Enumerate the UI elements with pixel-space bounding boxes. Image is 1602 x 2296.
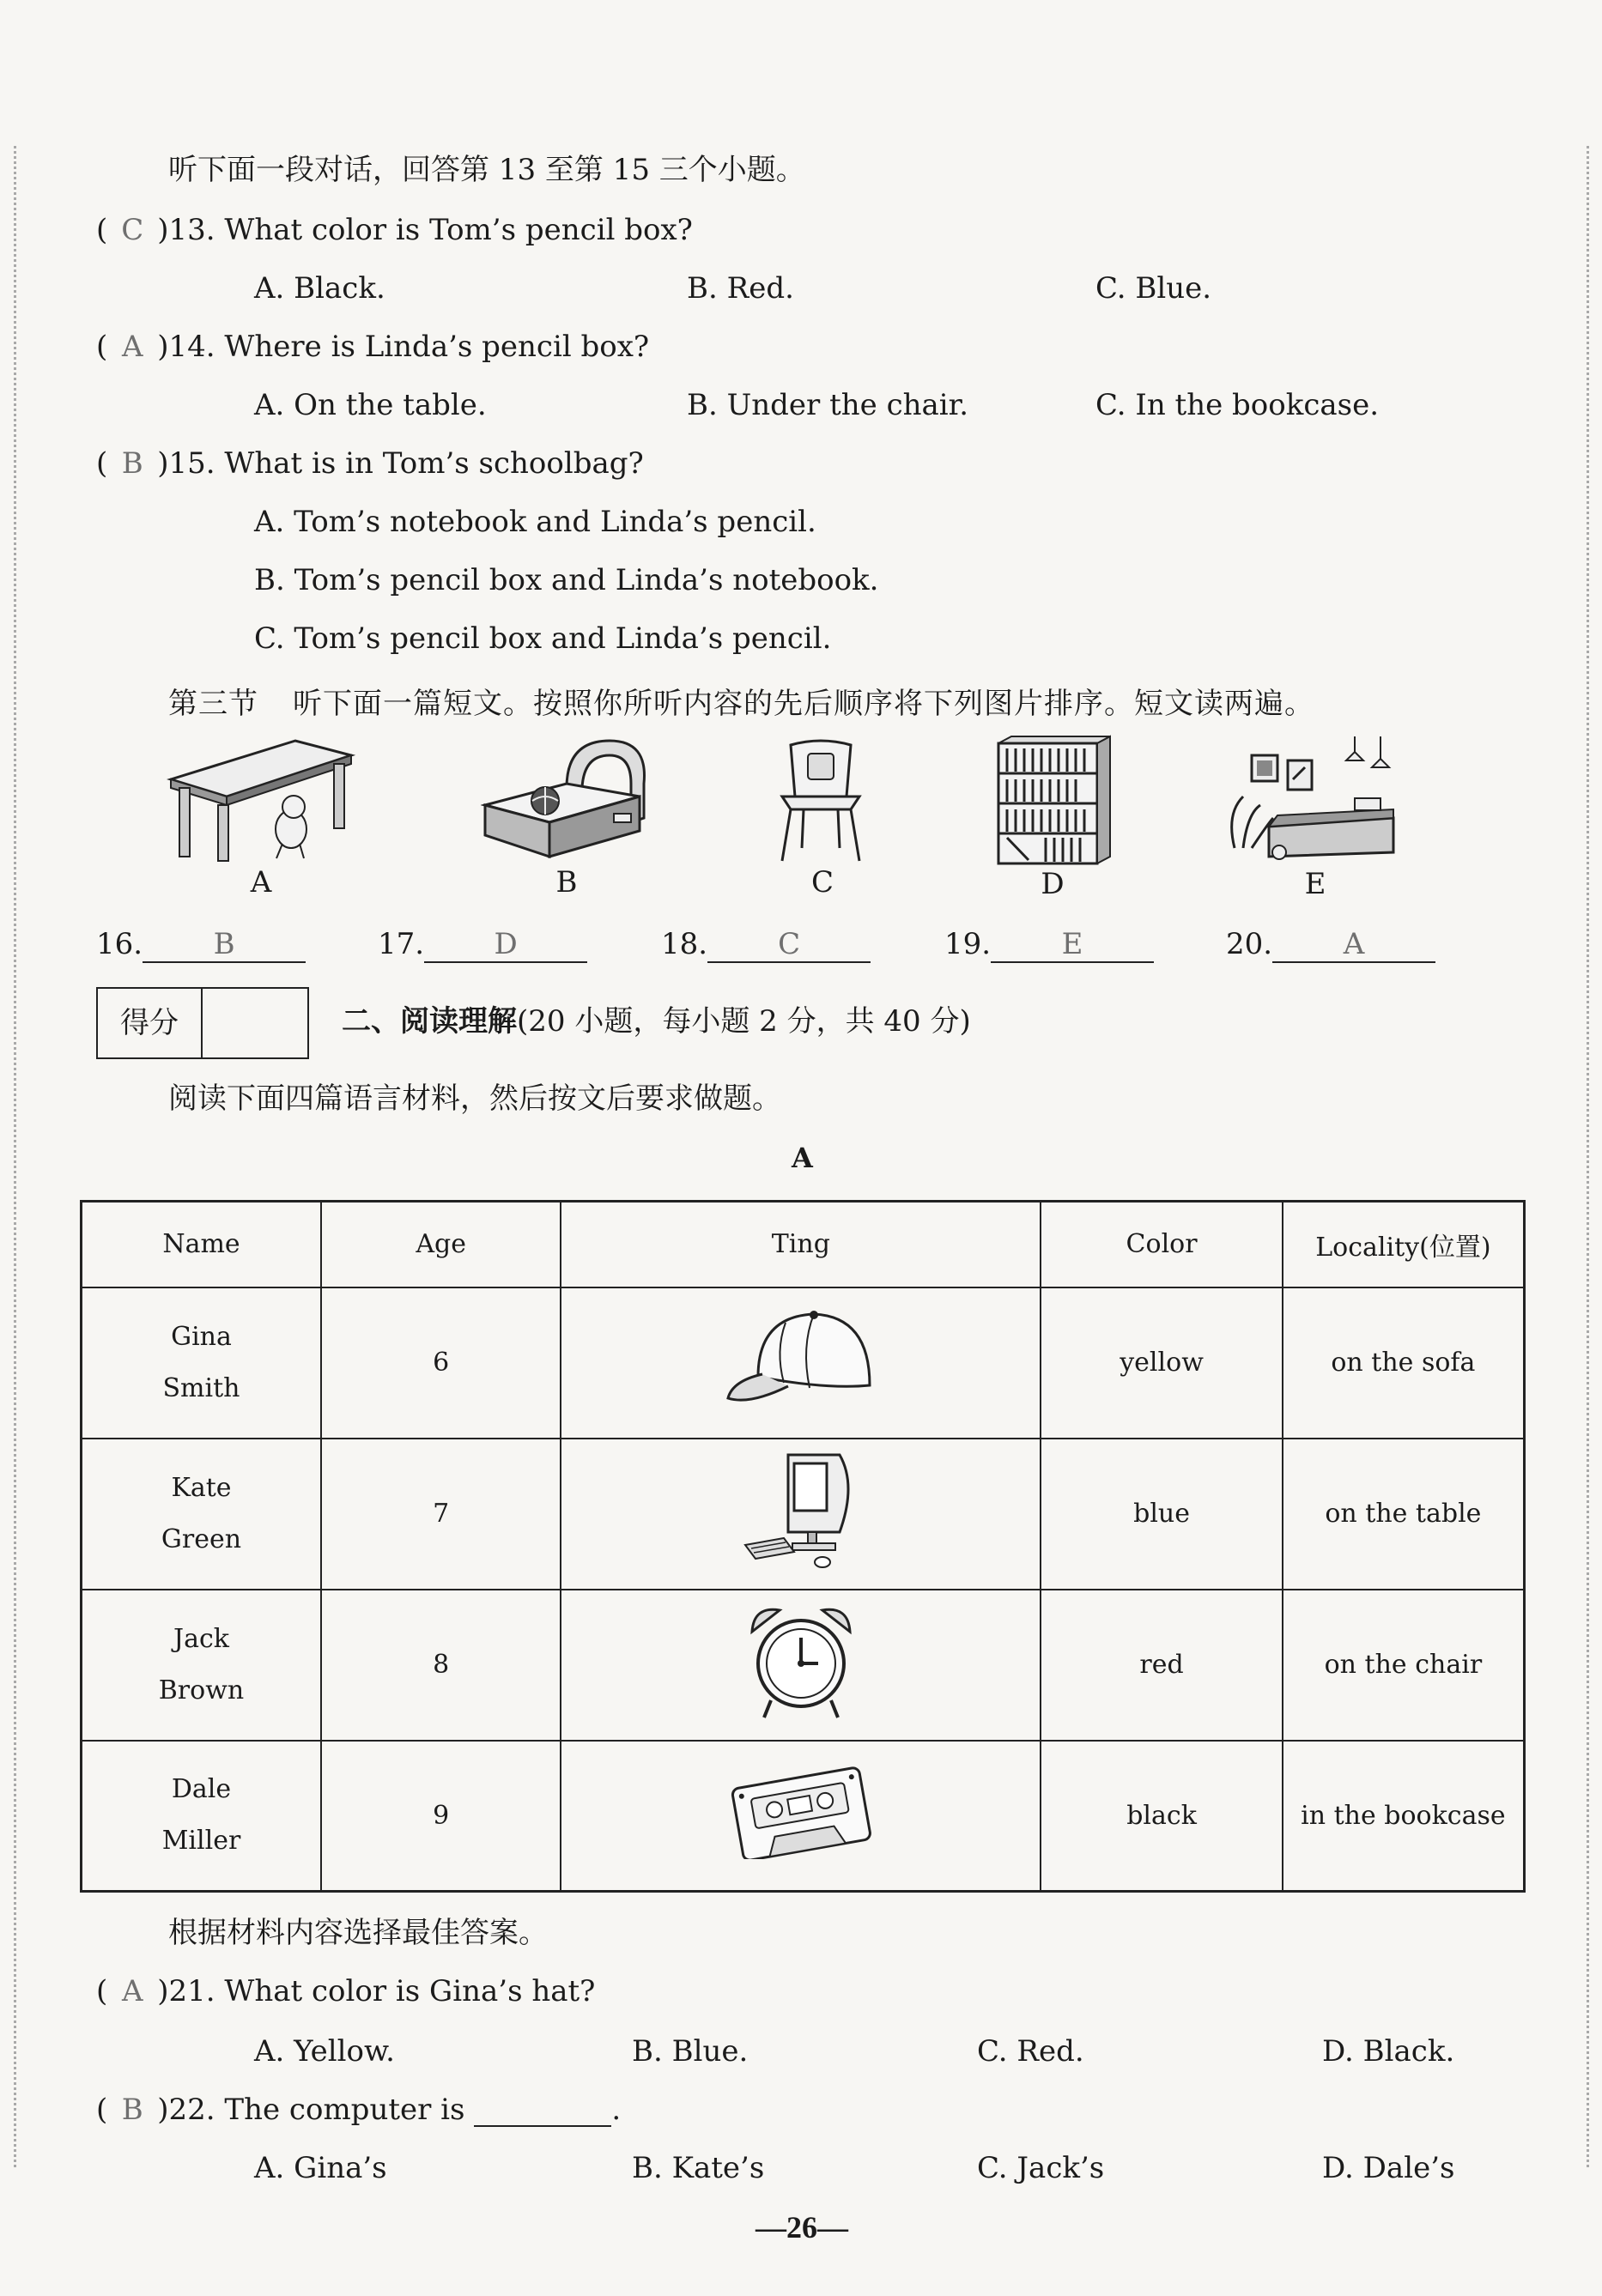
answer-17[interactable]: D [424,927,587,963]
header-color: Color [1041,1202,1282,1287]
color-cell: red [1041,1590,1282,1741]
question-14: ( A )14. Where is Linda’s pencil box? [96,330,650,364]
answer-21[interactable]: A [121,1974,143,2008]
option-13c: C. Blue. [1095,271,1212,306]
locality-cell: on the sofa [1283,1287,1525,1439]
table-row [82,1287,1525,1439]
blank-20: 20. A [1226,927,1435,963]
option-15b: B. Tom’s pencil box and Linda’s notebook. [254,563,879,597]
locality-cell: on the table [1283,1439,1525,1590]
option-22d: D. Dale’s [1322,2151,1455,2185]
picture-label-b: B [555,865,578,900]
answer-16[interactable]: B [143,927,306,963]
cassette-tape-icon [728,1765,874,1859]
question-15: ( B )15. What is in Tom’s schoolbag? [96,446,644,481]
option-22b: B. Kate’s [632,2151,765,2185]
left-margin-dots [14,146,16,2167]
right-margin-dots [1587,146,1589,2167]
name-cell: Jack Brown [82,1590,322,1741]
question-21: ( A )21. What color is Gina’s hat? [96,1974,596,2008]
score-label: 得分 [98,989,203,1057]
option-14c: C. In the bookcase. [1095,388,1380,422]
color-cell: blue [1041,1439,1282,1590]
table-with-dog-picture [167,736,355,865]
blank-19: 19. E [944,927,1154,963]
name-cell: Dale Miller [82,1741,322,1892]
option-13b: B. Red. [687,271,794,306]
fill-blank[interactable] [474,2099,611,2127]
option-15a: A. Tom’s notebook and Linda’s pencil. [254,505,816,539]
reading-heading: 二、阅读理解(20 小题，每小题 2 分，共 40 分) [342,1004,971,1039]
age-cell: 8 [321,1590,561,1741]
thing-cell [561,1287,1041,1439]
thing-cell [561,1439,1041,1590]
option-13a: A. Black. [254,271,385,306]
picture-label-e: E [1304,867,1326,901]
header-locality: Locality(位置) [1283,1202,1525,1287]
blank-18: 18. C [661,927,871,963]
option-21b: B. Blue. [632,2034,749,2069]
option-22c: C. Jack’s [977,2151,1105,2185]
computer-icon [741,1451,861,1571]
option-21d: D. Black. [1322,2034,1455,2069]
option-14a: A. On the table. [254,388,487,422]
locality-cell: on the chair [1283,1590,1525,1741]
chair-picture [769,736,872,865]
answer-18[interactable]: C [707,927,871,963]
alarm-clock-icon [745,1602,857,1722]
question-22: ( B )22. The computer is . [96,2093,622,2127]
answer-14[interactable]: A [121,330,143,364]
option-15c: C. Tom’s pencil box and Linda’s pencil. [254,621,832,656]
table-header-row [82,1202,1525,1287]
dialogue-intro: 听下面一段对话，回答第 13 至第 15 三个小题。 [168,153,805,187]
age-cell: 7 [321,1439,561,1590]
age-cell: 6 [321,1287,561,1439]
thing-cell [561,1590,1041,1741]
table-row [82,1590,1525,1741]
question-13: ( C )13. What color is Tom’s pencil box? [96,213,693,247]
section3-heading: 第三节 听下面一篇短文。按照你所听内容的先后顺序将下列图片排序。短文读两遍。 [168,687,1314,721]
blank-16: 16. B [96,927,306,963]
bookcase-picture [994,735,1114,865]
bed-picture [481,736,652,865]
option-22a: A. Gina’s [254,2151,387,2185]
table-row [82,1439,1525,1590]
blank-17: 17. D [378,927,587,963]
option-14b: B. Under the chair. [687,388,968,422]
answer-13[interactable]: C [121,213,144,247]
info-table [80,1200,1526,1893]
header-name: Name [82,1202,322,1287]
living-room-picture [1226,736,1398,865]
cap-icon [724,1304,878,1415]
picture-label-d: D [1041,867,1065,901]
picture-label-c: C [810,865,834,900]
reading-intro: 阅读下面四篇语言材料，然后按文后要求做题。 [168,1081,781,1116]
answer-22[interactable]: B [121,2093,143,2127]
option-21c: C. Red. [977,2034,1084,2069]
locality-cell: in the bookcase [1283,1741,1525,1892]
score-box [96,987,309,1059]
color-cell: yellow [1041,1287,1282,1439]
answer-20[interactable]: A [1272,927,1435,963]
option-21a: A. Yellow. [254,2034,395,2069]
choose-instruction: 根据材料内容选择最佳答案。 [168,1916,548,1950]
table-row [82,1741,1525,1892]
answer-15[interactable]: B [121,446,143,481]
header-age: Age [321,1202,561,1287]
color-cell: black [1041,1741,1282,1892]
name-cell: Kate Green [82,1439,322,1590]
header-thing: Ting [561,1202,1041,1287]
passage-label: A [792,1142,813,1174]
answer-19[interactable]: E [991,927,1154,963]
picture-label-a: A [250,865,272,900]
page-number: —26— [755,2210,848,2245]
thing-cell [561,1741,1041,1892]
name-cell: Gina Smith [82,1287,322,1439]
age-cell: 9 [321,1741,561,1892]
